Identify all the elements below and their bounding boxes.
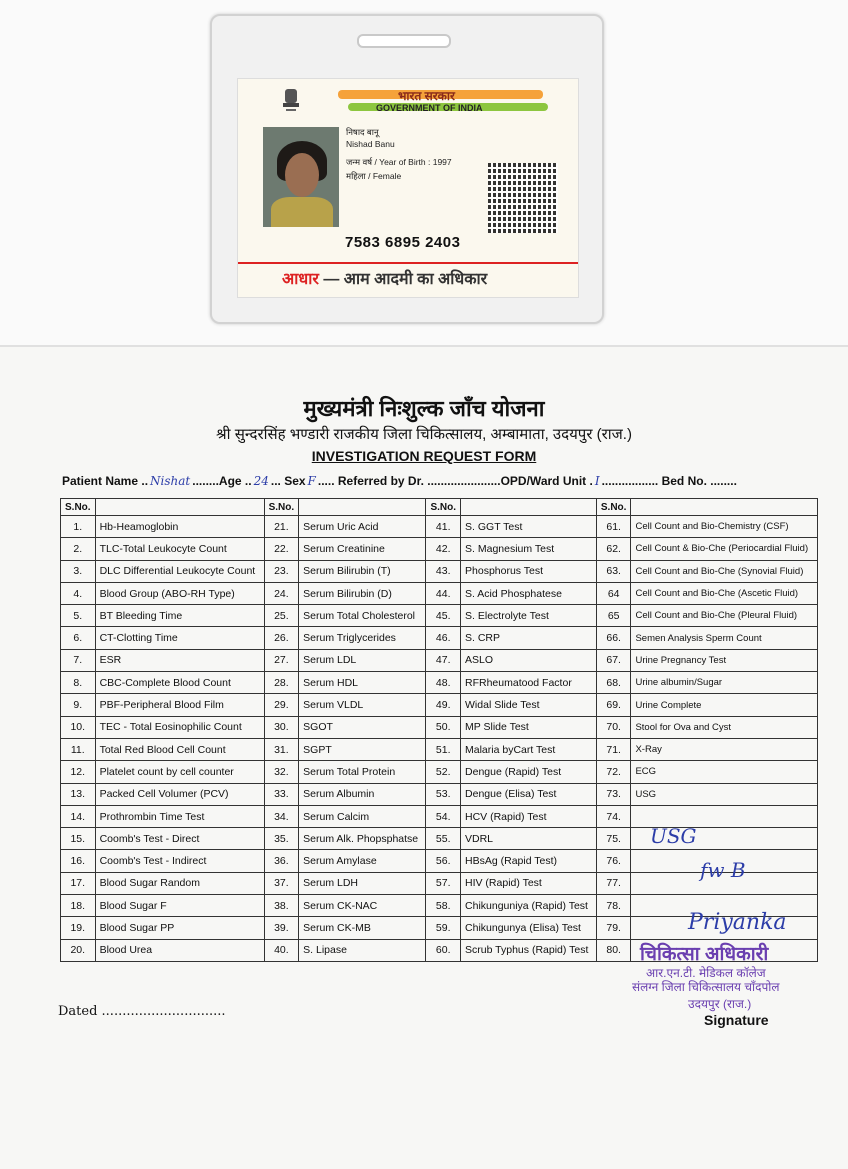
test-name: Cell Count and Bio-Che (Synovial Fluid) [631, 560, 818, 582]
test-name: Blood Urea [95, 939, 264, 961]
test-name: Serum Alk. Phopsphatse [299, 828, 426, 850]
test-name: TEC - Total Eosinophilic Count [95, 716, 264, 738]
test-number: 63. [596, 560, 631, 582]
test-name: VDRL [461, 828, 597, 850]
test-name: Dengue (Elisa) Test [461, 783, 597, 805]
test-name: HCV (Rapid) Test [461, 805, 597, 827]
test-number: 28. [264, 672, 299, 694]
test-number: 38. [264, 895, 299, 917]
test-name: Serum Bilirubin (D) [299, 582, 426, 604]
test-number: 16. [61, 850, 96, 872]
test-number: 53. [426, 783, 461, 805]
test-number: 57. [426, 872, 461, 894]
card-yob: जन्म वर्ष / Year of Birth : 1997 [346, 157, 452, 167]
test-number: 9. [61, 694, 96, 716]
stamp-line-2: आर.एन.टी. मेडिकल कॉलेज [646, 966, 766, 980]
test-number: 70. [596, 716, 631, 738]
test-name: Coomb's Test - Direct [95, 828, 264, 850]
national-emblem-icon [280, 85, 302, 115]
test-number: 58. [426, 895, 461, 917]
col-header-blank [95, 499, 264, 516]
test-number: 1. [61, 516, 96, 538]
form-title: मुख्यमंत्री निःशुल्क जाँच योजना [303, 396, 545, 421]
test-name: RFRheumatood Factor [461, 672, 597, 694]
test-number: 17. [61, 872, 96, 894]
test-number: 15. [61, 828, 96, 850]
patient-details-line [62, 474, 822, 488]
patient-name-value: Nishat [150, 474, 191, 488]
test-number: 75. [596, 828, 631, 850]
test-number: 48. [426, 672, 461, 694]
test-number: 36. [264, 850, 299, 872]
test-name: Blood Sugar PP [95, 917, 264, 939]
qr-code-icon [488, 163, 558, 233]
col-header-blank [299, 499, 426, 516]
test-name: Serum Total Cholesterol [299, 605, 426, 627]
test-number: 50. [426, 716, 461, 738]
card-red-line [238, 262, 578, 264]
test-number: 67. [596, 649, 631, 671]
table-row [61, 738, 818, 760]
test-number: 45. [426, 605, 461, 627]
test-number: 22. [264, 538, 299, 560]
test-name: S. Magnesium Test [461, 538, 597, 560]
test-number: 49. [426, 694, 461, 716]
table-row [61, 783, 818, 805]
test-number: 43. [426, 560, 461, 582]
test-name: Blood Sugar Random [95, 872, 264, 894]
test-name: Chikunguniya (Rapid) Test [461, 895, 597, 917]
stamp-line-4: उदयपुर (राज.) [688, 997, 752, 1011]
test-name: X-Ray [631, 738, 818, 760]
test-number: 55. [426, 828, 461, 850]
test-number: 4. [61, 582, 96, 604]
test-name: S. CRP [461, 627, 597, 649]
test-number: 41. [426, 516, 461, 538]
test-number: 33. [264, 783, 299, 805]
test-name: BT Bleeding Time [95, 605, 264, 627]
test-name: Coomb's Test - Indirect [95, 850, 264, 872]
test-name: Platelet count by cell counter [95, 761, 264, 783]
test-number: 76. [596, 850, 631, 872]
test-number: 46. [426, 627, 461, 649]
test-number: 74. [596, 805, 631, 827]
table-row [61, 627, 818, 649]
test-name: Serum Creatinine [299, 538, 426, 560]
tagline-rest: — आम आदमी का अधिकार [318, 271, 488, 288]
test-name: Serum Albumin [299, 783, 426, 805]
test-number: 2. [61, 538, 96, 560]
test-name: Cell Count & Bio-Che (Periocardial Fluid) [631, 538, 818, 560]
unit-value: I [594, 474, 600, 488]
test-number: 20. [61, 939, 96, 961]
test-number: 7. [61, 649, 96, 671]
test-number: 54. [426, 805, 461, 827]
test-name: Cell Count and Bio-Che (Pleural Fluid) [631, 605, 818, 627]
test-name: Hb-Heamoglobin [95, 516, 264, 538]
test-name: Urine Complete [631, 694, 818, 716]
stamp-line-3: संलग्न जिला चिकित्सालय चाँदपोल [632, 980, 780, 994]
test-number: 72. [596, 761, 631, 783]
test-name: MP Slide Test [461, 716, 597, 738]
test-number: 34. [264, 805, 299, 827]
test-name: Serum Amylase [299, 850, 426, 872]
test-name: CT-Clotting Time [95, 627, 264, 649]
test-name: Cell Count and Bio-Che (Ascetic Fluid) [631, 582, 818, 604]
test-number: 14. [61, 805, 96, 827]
test-name: Serum LDL [299, 649, 426, 671]
test-number: 79. [596, 917, 631, 939]
handwritten-signature: Priyanka [688, 910, 787, 935]
test-number: 65 [596, 605, 631, 627]
test-name: Prothrombin Time Test [95, 805, 264, 827]
test-number: 19. [61, 917, 96, 939]
test-number: 60. [426, 939, 461, 961]
stamp-title: चिकित्सा अधिकारी [640, 944, 769, 965]
table-row [61, 560, 818, 582]
test-number: 27. [264, 649, 299, 671]
test-name: Dengue (Rapid) Test [461, 761, 597, 783]
test-number: 8. [61, 672, 96, 694]
test-name: USG [631, 783, 818, 805]
card-name: Nishad Banu [346, 139, 395, 149]
test-number: 11. [61, 738, 96, 760]
aadhaar-card [237, 78, 579, 298]
test-number: 5. [61, 605, 96, 627]
test-name: Serum Uric Acid [299, 516, 426, 538]
dated-field: Dated .............................. [58, 1004, 226, 1019]
photo-body [271, 197, 333, 227]
test-number: 56. [426, 850, 461, 872]
card-uid: 7583 6895 2403 [345, 234, 461, 251]
test-number: 78. [596, 895, 631, 917]
test-number: 59. [426, 917, 461, 939]
test-name: Stool for Ova and Cyst [631, 716, 818, 738]
age-value: 24 [253, 474, 269, 488]
test-number: 18. [61, 895, 96, 917]
col-header-sno: S.No. [264, 499, 299, 516]
test-name: Serum Total Protein [299, 761, 426, 783]
table-row [61, 649, 818, 671]
table-row [61, 582, 818, 604]
bed-label: ................. Bed No. ........ [601, 474, 737, 488]
referred-label: ..... Referred by Dr. ......................OPD/Ward Unit . [317, 474, 593, 488]
top-section [0, 0, 848, 345]
test-number: 47. [426, 649, 461, 671]
test-number: 51. [426, 738, 461, 760]
test-name: S. GGT Test [461, 516, 597, 538]
test-number: 10. [61, 716, 96, 738]
test-number: 71. [596, 738, 631, 760]
test-name: Blood Group (ABO-RH Type) [95, 582, 264, 604]
test-name: Serum Triglycerides [299, 627, 426, 649]
table-row [61, 828, 818, 850]
col-header-sno: S.No. [426, 499, 461, 516]
test-name: Serum LDH [299, 872, 426, 894]
table-row [61, 516, 818, 538]
test-number: 26. [264, 627, 299, 649]
age-label: ........Age .. [192, 474, 252, 488]
test-name: CBC-Complete Blood Count [95, 672, 264, 694]
test-name: Urine albumin/Sugar [631, 672, 818, 694]
form-name: INVESTIGATION REQUEST FORM [311, 448, 537, 464]
table-row [61, 538, 818, 560]
page-divider [0, 345, 848, 347]
test-number: 3. [61, 560, 96, 582]
test-name: S. Lipase [299, 939, 426, 961]
table-row [61, 694, 818, 716]
test-number: 68. [596, 672, 631, 694]
test-number: 29. [264, 694, 299, 716]
signature-label: Signature [704, 1012, 769, 1028]
test-number: 73. [596, 783, 631, 805]
test-number: 66. [596, 627, 631, 649]
test-number: 23. [264, 560, 299, 582]
col-header-sno: S.No. [596, 499, 631, 516]
test-name: HIV (Rapid) Test [461, 872, 597, 894]
test-name: HBsAg (Rapid Test) [461, 850, 597, 872]
test-number: 64 [596, 582, 631, 604]
government-banner [338, 85, 568, 115]
test-name: Blood Sugar F [95, 895, 264, 917]
test-name: Scrub Typhus (Rapid) Test [461, 939, 597, 961]
test-number: 25. [264, 605, 299, 627]
test-name: Serum HDL [299, 672, 426, 694]
tests-table [60, 498, 818, 962]
test-number: 52. [426, 761, 461, 783]
test-number: 39. [264, 917, 299, 939]
table-row [61, 672, 818, 694]
test-number: 69. [596, 694, 631, 716]
test-name: Widal Slide Test [461, 694, 597, 716]
test-name: Packed Cell Volumer (PCV) [95, 783, 264, 805]
test-name: Serum CK-MB [299, 917, 426, 939]
gov-hindi: भारत सरकार [398, 89, 455, 103]
test-name: Chikungunya (Elisa) Test [461, 917, 597, 939]
handwritten-initials: fw B [700, 858, 746, 882]
card-tagline [282, 267, 487, 289]
test-name: SGOT [299, 716, 426, 738]
test-name: SGPT [299, 738, 426, 760]
col-header-sno: S.No. [61, 499, 96, 516]
sex-value: F [307, 474, 316, 488]
test-name: Malaria byCart Test [461, 738, 597, 760]
test-number: 80. [596, 939, 631, 961]
test-name: ECG [631, 761, 818, 783]
test-name: Cell Count and Bio-Chemistry (CSF) [631, 516, 818, 538]
test-name: Serum Bilirubin (T) [299, 560, 426, 582]
test-name: Urine Pregnancy Test [631, 649, 818, 671]
test-number: 77. [596, 872, 631, 894]
test-number: 37. [264, 872, 299, 894]
test-name: Phosphorus Test [461, 560, 597, 582]
test-number: 35. [264, 828, 299, 850]
test-number: 13. [61, 783, 96, 805]
sex-label: ... Sex [270, 474, 306, 488]
test-name: PBF-Peripheral Blood Film [95, 694, 264, 716]
gov-english: GOVERNMENT OF INDIA [376, 103, 483, 113]
tagline-aadhaar: आधार [282, 271, 319, 288]
test-name: ASLO [461, 649, 597, 671]
photo-face [285, 153, 319, 197]
sleeve-slot [357, 34, 451, 48]
test-number: 12. [61, 761, 96, 783]
test-number: 6. [61, 627, 96, 649]
test-name: DLC Differential Leukocyte Count [95, 560, 264, 582]
table-row [61, 605, 818, 627]
test-number: 32. [264, 761, 299, 783]
col-header-blank [631, 499, 818, 516]
table-row [61, 805, 818, 827]
card-gender: महिला / Female [346, 171, 402, 181]
test-number: 21. [264, 516, 299, 538]
test-number: 42. [426, 538, 461, 560]
test-name: Serum CK-NAC [299, 895, 426, 917]
table-header-row [61, 499, 818, 516]
card-name-hindi: निषाद बानू [346, 127, 379, 137]
table-row [61, 761, 818, 783]
test-number: 40. [264, 939, 299, 961]
test-name: ESR [95, 649, 264, 671]
test-number: 31. [264, 738, 299, 760]
patient-name-label: Patient Name .. [62, 474, 149, 488]
test-number: 30. [264, 716, 299, 738]
test-name: S. Acid Phosphatese [461, 582, 597, 604]
form-subtitle: श्री सुन्दरसिंह भण्डारी राजकीय जिला चिकित्सालय, अम्बामाता, उदयपुर (राज.) [216, 426, 632, 443]
table-row [61, 716, 818, 738]
test-number: 61. [596, 516, 631, 538]
col-header-blank [461, 499, 597, 516]
card-photo [263, 127, 339, 227]
test-name: S. Electrolyte Test [461, 605, 597, 627]
test-number: 62. [596, 538, 631, 560]
test-name: Total Red Blood Cell Count [95, 738, 264, 760]
test-number: 24. [264, 582, 299, 604]
handwritten-usg: USG [650, 824, 697, 848]
test-name: Semen Analysis Sperm Count [631, 627, 818, 649]
test-number: 44. [426, 582, 461, 604]
test-name: Serum VLDL [299, 694, 426, 716]
test-name: Serum Calcim [299, 805, 426, 827]
test-name: TLC-Total Leukocyte Count [95, 538, 264, 560]
